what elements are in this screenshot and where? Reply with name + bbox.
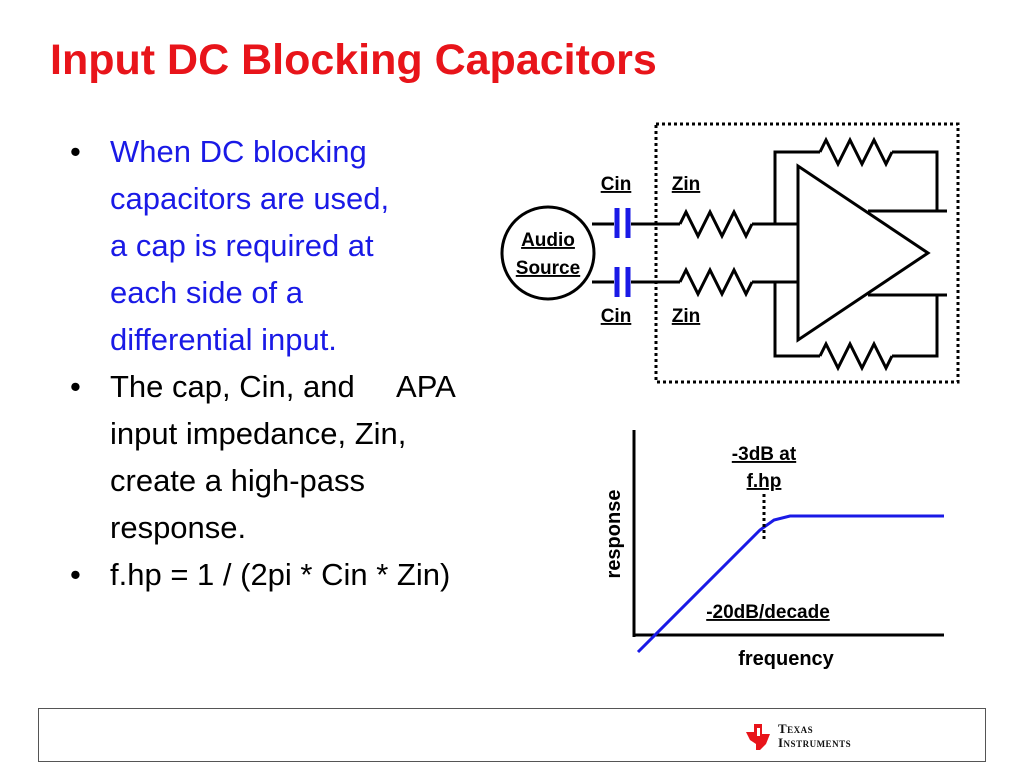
y-axis-label: response <box>603 489 625 579</box>
audio-source-label-line2: Source <box>515 258 581 279</box>
cin-label-bottom: Cin <box>600 306 632 327</box>
audio-source-label-line1: Audio <box>521 230 575 251</box>
response-curve <box>638 516 944 652</box>
x-axis-label: frequency <box>738 648 834 670</box>
bullet-line: • f.hp = 1 / (2pi * Cin * Zin) <box>110 557 451 592</box>
corner-annotation-line1: -3dB at <box>731 444 797 465</box>
zin-label-bottom: Zin <box>671 306 701 327</box>
bullet-line: • When DC blocking <box>110 134 367 169</box>
bullet-line: capacitors are used, <box>110 181 390 216</box>
zin-label-top: Zin <box>671 174 701 195</box>
corner-annotation-line2: f.hp <box>746 471 782 492</box>
ti-logo-text <box>778 722 851 750</box>
bullet-line: create a high-pass <box>110 463 366 498</box>
bullet-line: • The cap, Cin, and APA <box>110 369 456 404</box>
bullet-line: differential input. <box>110 322 337 357</box>
bullet-line: a cap is required at <box>110 228 374 263</box>
bullet-line: response. <box>110 510 247 545</box>
bullet-line: each side of a <box>110 275 304 310</box>
ti-logo-line2: Instruments <box>778 735 852 750</box>
slide-title: Input DC Blocking Capacitors <box>50 36 657 84</box>
ti-logo-line1: Texas <box>778 721 814 736</box>
bullet-line: input impedance, Zin, <box>110 416 407 451</box>
cin-label-top: Cin <box>600 174 632 195</box>
slope-label: -20dB/decade <box>706 602 830 623</box>
